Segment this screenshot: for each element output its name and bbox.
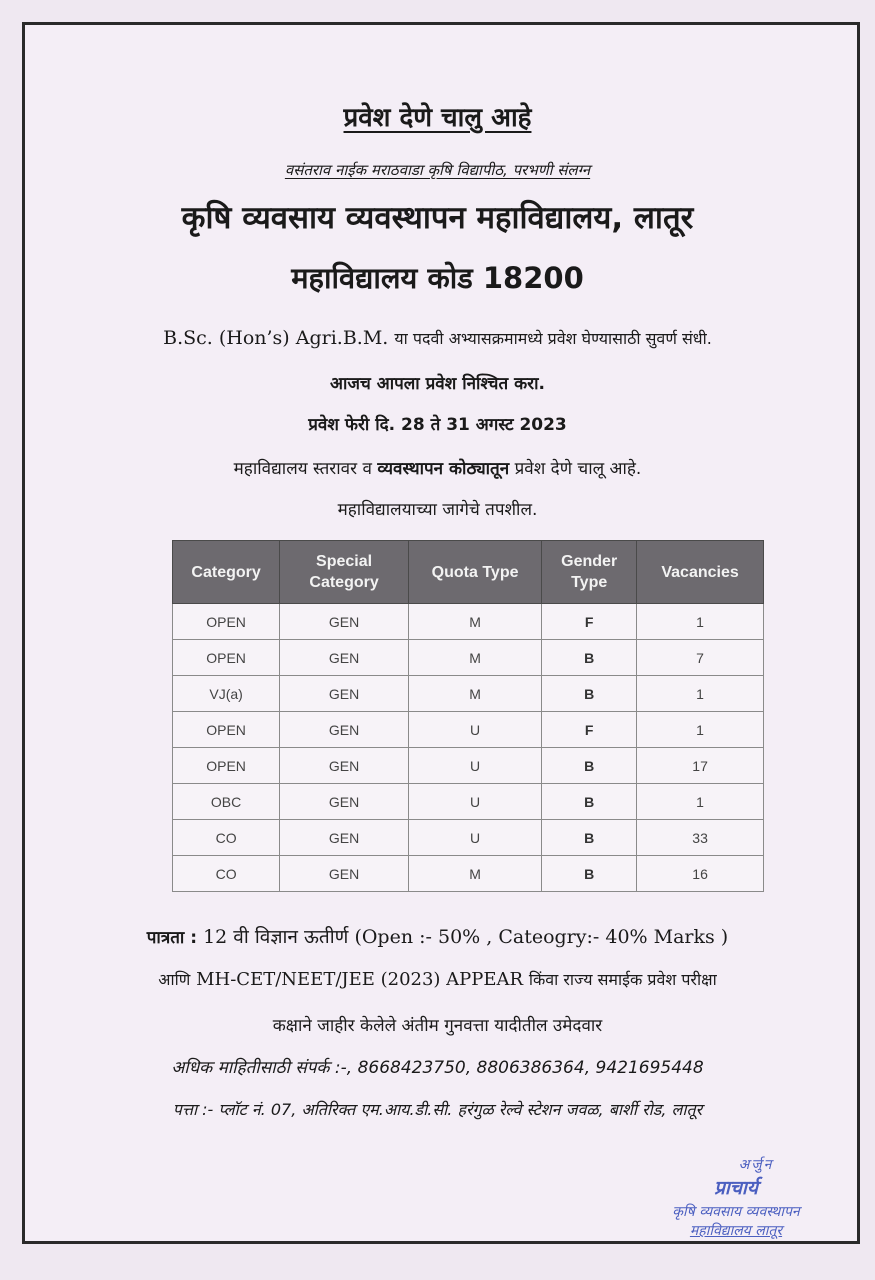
cell-vacancies: 33 bbox=[637, 820, 764, 856]
entrance-exam-line bbox=[0, 968, 875, 990]
cell-special-category: GEN bbox=[280, 856, 409, 892]
stamp-title: प्राचार्य bbox=[714, 1177, 758, 1199]
header-category: Category bbox=[173, 541, 280, 604]
quota-line-pre: महाविद्यालय स्तरावर व bbox=[233, 459, 372, 479]
cell-special-category: GEN bbox=[280, 784, 409, 820]
cell-category: VJ(a) bbox=[173, 676, 280, 712]
eligibility-line bbox=[0, 923, 875, 949]
vacancy-table bbox=[172, 540, 764, 892]
table-row bbox=[173, 712, 764, 748]
header-quota-type: Quota Type bbox=[408, 541, 541, 604]
cell-gender-type: B bbox=[542, 820, 637, 856]
cell-gender-type: F bbox=[542, 712, 637, 748]
cell-special-category: GEN bbox=[280, 748, 409, 784]
cell-category: OPEN bbox=[173, 640, 280, 676]
college-code: महाविद्यालय कोड 18200 bbox=[291, 261, 584, 295]
cell-gender-type: B bbox=[542, 748, 637, 784]
notice-heading: प्रवेश देणे चालु आहे bbox=[343, 103, 532, 133]
cell-special-category: GEN bbox=[280, 676, 409, 712]
cell-special-category: GEN bbox=[280, 820, 409, 856]
quota-line bbox=[0, 456, 875, 479]
seats-caption: महाविद्यालयाच्या जागेचे तपशील. bbox=[337, 500, 538, 520]
course-line-text: या पदवी अभ्यासक्रमामध्ये प्रवेश घेण्यासाठी सुवर्ण संधी. bbox=[394, 329, 712, 348]
cell-gender-type: F bbox=[542, 604, 637, 640]
cell-gender-type: B bbox=[542, 640, 637, 676]
course-name: B.Sc. (Hon’s) Agri.B.M. bbox=[163, 327, 389, 349]
cell-quota-type: U bbox=[408, 712, 541, 748]
table-row bbox=[173, 676, 764, 712]
cell-gender-type: B bbox=[542, 676, 637, 712]
cell-quota-type: U bbox=[408, 748, 541, 784]
cell-vacancies: 17 bbox=[637, 748, 764, 784]
header-special-category: Special Category bbox=[280, 541, 409, 604]
cell-special-category: GEN bbox=[280, 712, 409, 748]
cell-special-category: GEN bbox=[280, 640, 409, 676]
cell-quota-type: U bbox=[408, 820, 541, 856]
header-vacancies: Vacancies bbox=[637, 541, 764, 604]
cell-gender-type: B bbox=[542, 784, 637, 820]
principal-stamp bbox=[626, 1155, 846, 1245]
table-row bbox=[173, 640, 764, 676]
cell-quota-type: U bbox=[408, 784, 541, 820]
table-row bbox=[173, 784, 764, 820]
cell-category: OBC bbox=[173, 784, 280, 820]
cell-vacancies: 7 bbox=[637, 640, 764, 676]
cell-vacancies: 16 bbox=[637, 856, 764, 892]
table-row bbox=[173, 748, 764, 784]
table-row bbox=[173, 604, 764, 640]
quota-line-bold: व्यवस्थापन कोठ्यातून bbox=[377, 459, 510, 479]
eligibility-text: 12 वी विज्ञान ऊतीर्ण (Open :- 50% , Cateogry:- 40% Marks ) bbox=[203, 926, 729, 948]
quota-line-post: प्रवेश देणे चालू आहे. bbox=[514, 459, 642, 479]
exam-names: MH-CET/NEET/JEE (2023) APPEAR bbox=[196, 969, 524, 990]
university-affiliation: वसंतराव नाईक मराठवाडा कृषि विद्यापीठ, परभणी संलग्न bbox=[284, 161, 591, 179]
cell-category: OPEN bbox=[173, 604, 280, 640]
cell-category: CO bbox=[173, 820, 280, 856]
header-gender-type: Gender Type bbox=[542, 541, 637, 604]
cell-vacancies: 1 bbox=[637, 604, 764, 640]
cell-category: OPEN bbox=[173, 712, 280, 748]
cell-vacancies: 1 bbox=[637, 784, 764, 820]
table-row bbox=[173, 820, 764, 856]
cell-gender-type: B bbox=[542, 856, 637, 892]
cell-category: OPEN bbox=[173, 748, 280, 784]
address-line: पत्ता :- प्लॉट नं. 07, अतिरिक्त एम.आय.डी.सी. हरंगुळ रेल्वे स्टेशन जवळ, बार्शी रोड, लातूर bbox=[172, 1100, 703, 1119]
college-name: कृषि व्यवसाय व्यवस्थापन महाविद्यालय, लातूर bbox=[181, 200, 694, 236]
exam-line-post: किंवा राज्य समाईक प्रवेश परीक्षा bbox=[528, 970, 717, 989]
table-row bbox=[173, 856, 764, 892]
course-line bbox=[0, 327, 875, 349]
confirm-admission-line: आजच आपला प्रवेश निश्चित करा. bbox=[330, 374, 545, 394]
cell-quota-type: M bbox=[408, 640, 541, 676]
principal-signature: अर्जुन bbox=[738, 1157, 774, 1173]
eligibility-label: पात्रता : bbox=[146, 928, 198, 948]
cell-quota-type: M bbox=[408, 856, 541, 892]
cell-vacancies: 1 bbox=[637, 712, 764, 748]
exam-line-pre: आणि bbox=[158, 970, 191, 989]
cell-special-category: GEN bbox=[280, 604, 409, 640]
admission-round-line: प्रवेश फेरी दि. 28 ते 31 अगस्ट 2023 bbox=[308, 415, 567, 435]
cell-quota-type: M bbox=[408, 604, 541, 640]
merit-list-line: कक्षाने जाहीर केलेले अंतीम गुनवत्ता यादीतील उमेदवार bbox=[272, 1016, 603, 1036]
stamp-line-1: कृषि व्यवसाय व्यवस्थापन bbox=[672, 1204, 800, 1220]
contact-numbers: अधिक माहितीसाठी संपर्क :-, 8668423750, 8806386364, 9421695448 bbox=[171, 1058, 704, 1078]
cell-vacancies: 1 bbox=[637, 676, 764, 712]
stamp-line-2: महाविद्यालय लातूर bbox=[689, 1223, 783, 1239]
cell-category: CO bbox=[173, 856, 280, 892]
table-header-row bbox=[173, 541, 764, 604]
cell-quota-type: M bbox=[408, 676, 541, 712]
